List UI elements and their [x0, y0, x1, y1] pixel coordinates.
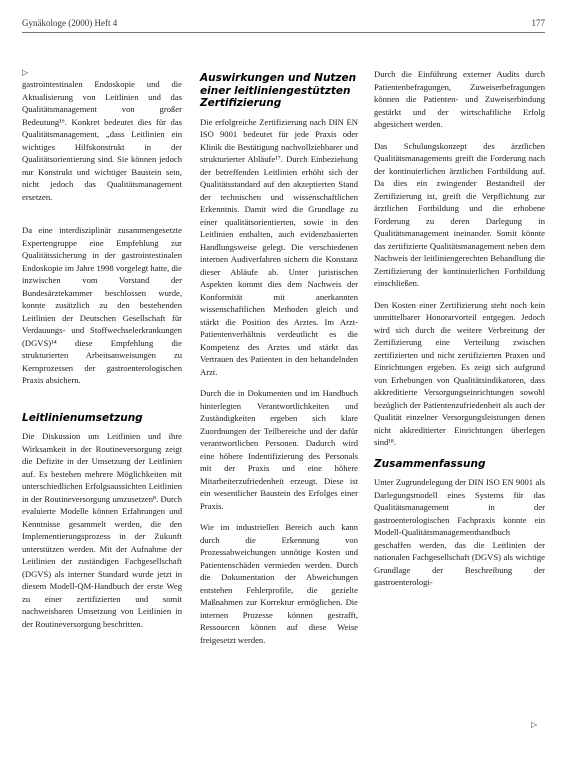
column-right: [374, 68, 545, 598]
column-left: [22, 68, 182, 639]
continuation-arrow-icon: ▷: [22, 68, 29, 77]
paragraph: Die erfolgreiche Zertifizierung nach DIN EN ISO 9001 bedeutet für jede Praxis oder Klinik die Bestätigung nachvollziehbarer und strukturierter Abläufe¹⁷. Durch Einbeziehung der betreffenden Leitlinien erhöht sich der Qualitätsstandard auf den akzeptierten Stand der technischen und wissenschaftlichen Erkenntnis. Damit wird die Grundlage zu einer qualitätsorientierten, sowie in den Leitlinien enthalten, auch evidenzbasierten Handlungsweise gelegt. Die verschiedenen internen Audiverfahren sichern die Konstanz dieser Abläufe ab. Unter juristischen Aspekten kommt dies dem Nachweis der Konformität mit anerkannten wissenschaftlichen Methoden gleich und stärkt die Position des Arztes. Im Arzt-Patientenverhältnis verdeutlicht es die Kompetenz des Arztes und stärkt das Vertrauen des Patienten in den behandelnden Arzt.: [200, 116, 358, 377]
section-heading-auswirkungen: Auswirkungen und Nutzen einer leitliniengestützten Zertifizierung: [200, 72, 357, 109]
section-heading-leitlinienumsetzung: Leitlinienumsetzung: [22, 411, 143, 424]
paragraph: Unter Zugrundelegung der DIN ISO EN 9001 als Darlegungsmodell eines Systems für das Qualitätsmanagement in der gastroenterologischen Fachpraxis konnte ein Modell-Qualitätsmanagementhandbuch geschaffen werden, das die Leitlinien der nationalen Fachgesellschaft (DGVS) als wichtige Grundlage der Beschreibung der gastroenterologi-: [374, 477, 545, 587]
paragraph: gastrointestinalen Endoskopie und die Aktualisierung von Leitlinien und das Qualitätsmanagement von großer Bedeutung¹⁶. Konkret bedeutet dies für das Qualitätsmanagement, „dass Leitlinien ein wichtiges Hilfskonstrukt in der Qualitätsorientierung sind. Sie können jedoch nur Konstrukt und wichtiger Baustein sein, nicht jedoch das Qualitätsmanagement ersetzen.: [22, 79, 182, 202]
paragraph: Wie im industriellen Bereich auch kann durch die Erkennung von Prozessabweichungen unnötige Kosten und Patientenschäden vermieden werden. Durch die Dokumentation der Abweichungen entstehen Fehlerprofile, die gezielte Maßnahmen zur Korrektur ermöglichen. Die internen Prozesse können gestrafft, Ressourcen können auf diese Weise freigesetzt werden.: [200, 522, 358, 645]
paragraph: Das Schulungskonzept des ärztlichen Qualitätsmanagements greift die Forderung nach der kontinuierlichen ärztlichen Fortbildung auf. Da dies ein zwingender Bestandteil der Zertifizierung ist, greift die Verpflichtung zur ärztlichen Fortbildung und die erhobene Forderung zu deren Darlegung in Qualitätsmanagement ineinander. Somit könnte das zertifizierte Qualitätsmanagement neben dem Nachweis der leitliniengerechten Behandlung die Zertifizierung der kontinuierlichen Fortbildung einschließen.: [374, 140, 545, 288]
page-number: 177: [531, 18, 545, 28]
header-rule: [22, 32, 545, 33]
section-heading-zusammenfassung: Zusammenfassung: [374, 457, 486, 470]
paragraph: Den Kosten einer Zertifizierung steht noch kein unmittelbarer Honorarvorteil entgegen. Jedoch wird sich durch die weitere Verbreitung der Zertifizierung eine Verteilung zwischen zertifizierten und nicht zertifizierten Praxen und Einrichtungen ergeben. Es zeigt sich aufgrund von Erhebungen von Qualitätsindikatoren, dass akkreditierte Versorgungseinrichtungen sowohl bezüglich der Patientenzufriedenheit als auch der Qualität einzelner Versorgungsleistungen denen nicht akkreditierter Einrichtungen überlegen sind¹⁸.: [374, 299, 545, 447]
paragraph: Durch die Einführung externer Audits durch Patientenbefragungen, Zuweiserbefragungen können die Patienten- und Zuweiserbindung gestärkt und der wirtschaftliche Erfolg abgesichert werden.: [374, 69, 545, 129]
continuation-arrow-icon: ▷: [531, 720, 538, 729]
paragraph: Durch die in Dokumenten und im Handbuch hinterlegten Verantwortlichkeiten und Zuständigkeiten ergeben sich klare Zuordnungen der Teilbereiche und der dafür verantwortlichen Personen. Dadurch wird eine höhere Indentifizierung des Personals mit der Praxis und eine höhere Mitarbeiterzufriedenheit erzeugt. Diese ist ein wesentlicher Baustein des Erfolges einer Praxis.: [200, 388, 358, 511]
paragraph: Da eine interdisziplinär zusammengesetzte Expertengruppe eine Empfehlung zur Qualitätssicherung in der gastrointestinalen Endoskopie im Jahre 1998 vorgelegt hatte, die inzwischen vom Vorstand der Bundesärztekammer beschlossen wurde, konnte zusätzlich zu den bestehenden Leitlinien der Deutschen Gesellschaft für Verdauungs- und Stoffwechselerkrankungen (DGVS)¹⁴ diese Empfehlung die strukturierten Arbeitsanweisungen zu Kernprozessen der gastroenterologischen Praxis absichern.: [22, 225, 182, 385]
running-header: [22, 18, 545, 32]
column-middle: [200, 68, 358, 655]
paragraph: Die Diskussion um Leitlinien und ihre Wirksamkeit in der Routineversorgung zeigt die Defizite in der Umsetzung der Leitlinien auf. Es bestehen mehrere Möglichkeiten mit unterschiedlichen Erfolgsaussichten Leitlinien in der Routineversorgung umzusetzen⁸. Durch evaluierte Modelle können Erfahrungen und Kenntnisse gesammelt werden, die den Implementierungsprozess in der Zukunft unterstützen werden. Mit der Aufnahme der Leitlinien der zuständigen Fachgesellschaft (DGVS) als interner Standard wurde jetzt in diesem Modell-QM-Handbuch der erste Weg zu einer zertifizierten und somit nachweisbaren Umsetzung von Leitlinien in der Routineversorgung beschritten.: [22, 431, 182, 629]
journal-citation: Gynäkologe (2000) Heft 4: [22, 18, 118, 28]
